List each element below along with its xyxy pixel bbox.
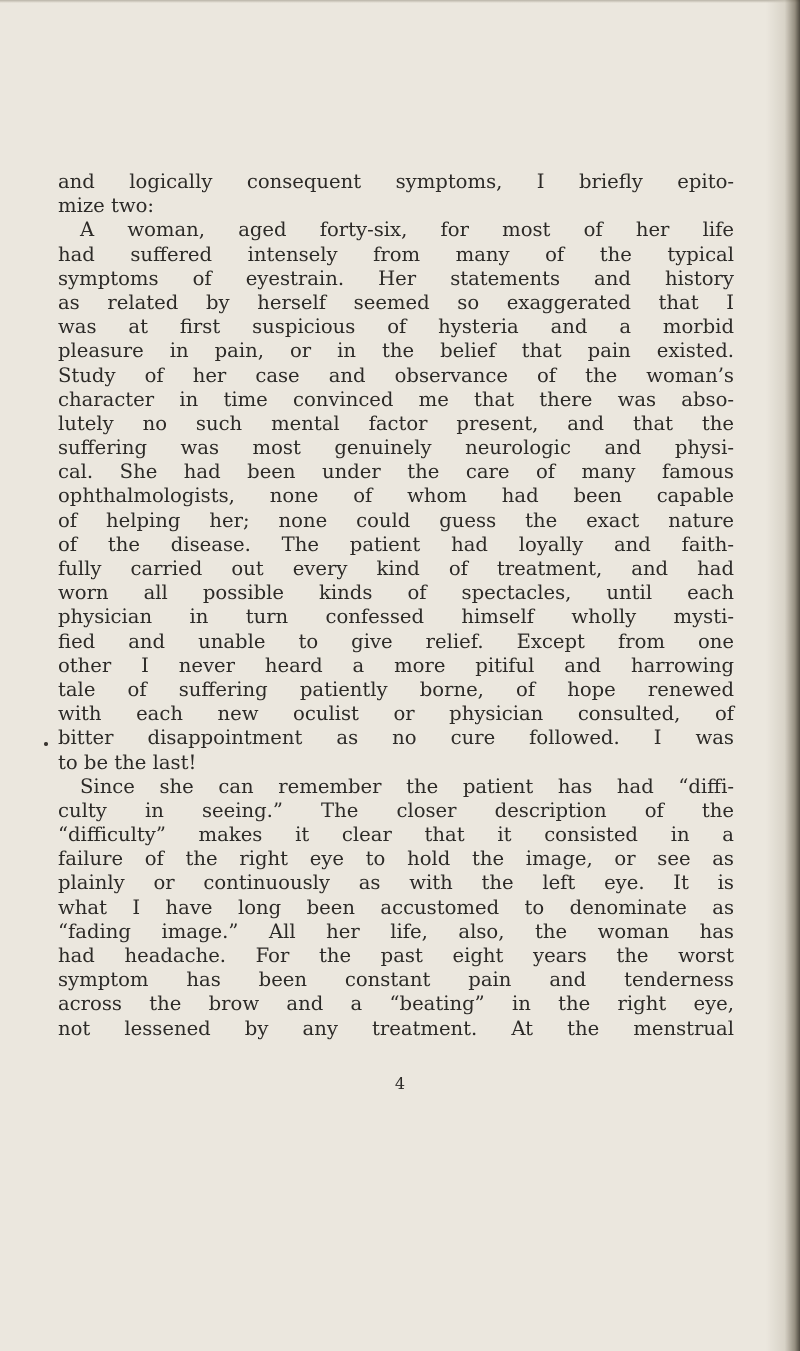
text-line: had suffered intensely from many of the typical (58, 242, 734, 266)
text-line: symptoms of eyestrain. Her statements and history (58, 266, 734, 290)
text-line: with each new oculist or physician consulted, of (58, 702, 734, 726)
text-line: to be the last! (58, 750, 197, 774)
text-line: and logically consequent symptoms, I briefly epito- (58, 170, 734, 193)
text-line: not lessened by any treatment. At the menstrual (58, 1016, 734, 1040)
text-line: bitter disappointment as no cure followed. I was (58, 726, 734, 750)
text-line: failure of the right eye to hold the image, or see as (58, 847, 734, 871)
text-line: of helping her; none could guess the exact nature (58, 508, 734, 532)
text-line: was at first suspicious of hysteria and a morbid (58, 315, 734, 339)
text-line: ophthalmologists, none of whom had been capable (58, 484, 734, 508)
text-line: character in time convinced me that there was abso- (58, 387, 734, 411)
text-line: physician in turn confessed himself wholly mysti- (58, 605, 734, 629)
page-top-edge (0, 0, 800, 3)
text-line: tale of suffering patiently borne, of hope renewed (58, 677, 734, 701)
text-line: pleasure in pain, or in the belief that pain existed. (58, 339, 734, 363)
text-line: mize two: (58, 194, 155, 218)
text-line: had headache. For the past eight years the worst (58, 944, 734, 967)
text-line: as related by herself seemed so exaggerated that I (58, 290, 734, 314)
text-line: suffering was most genuinely neurologic and physi- (58, 436, 734, 460)
text-line: other I never heard a more pitiful and harrowing (58, 653, 734, 677)
text-line: fied and unable to give relief. Except from one (58, 629, 734, 653)
text-line: what I have long been accustomed to denominate as (58, 895, 734, 919)
text-line: fully carried out every kind of treatment, and had (58, 557, 734, 580)
body-text (58, 170, 734, 1041)
text-line: plainly or continuously as with the left eye. It is (58, 871, 734, 895)
text-line: across the brow and a “beating” in the right eye, (58, 992, 734, 1016)
text-line: “fading image.” All her life, also, the woman has (58, 919, 734, 943)
text-line: Study of her case and observance of the woman’s (58, 363, 734, 387)
text-line: “difficulty” makes it clear that it consisted in a (58, 823, 734, 847)
text-line: Since she can remember the patient has had “diffi- (80, 774, 734, 798)
page-number: 4 (394, 1074, 406, 1093)
text-line: A woman, aged forty-six, for most of her life (80, 218, 734, 242)
text-line: of the disease. The patient had loyally and faith- (58, 532, 734, 556)
text-line: symptom has been constant pain and tenderness (58, 968, 734, 992)
text-line: culty in seeing.” The closer description of the (58, 798, 734, 822)
text-line: cal. She had been under the care of many famous (58, 460, 734, 484)
page-spine-shadow (766, 0, 800, 1351)
ink-speck (44, 742, 48, 746)
text-line: lutely no such mental factor present, and that the (58, 411, 734, 435)
text-line: worn all possible kinds of spectacles, until each (58, 581, 734, 605)
